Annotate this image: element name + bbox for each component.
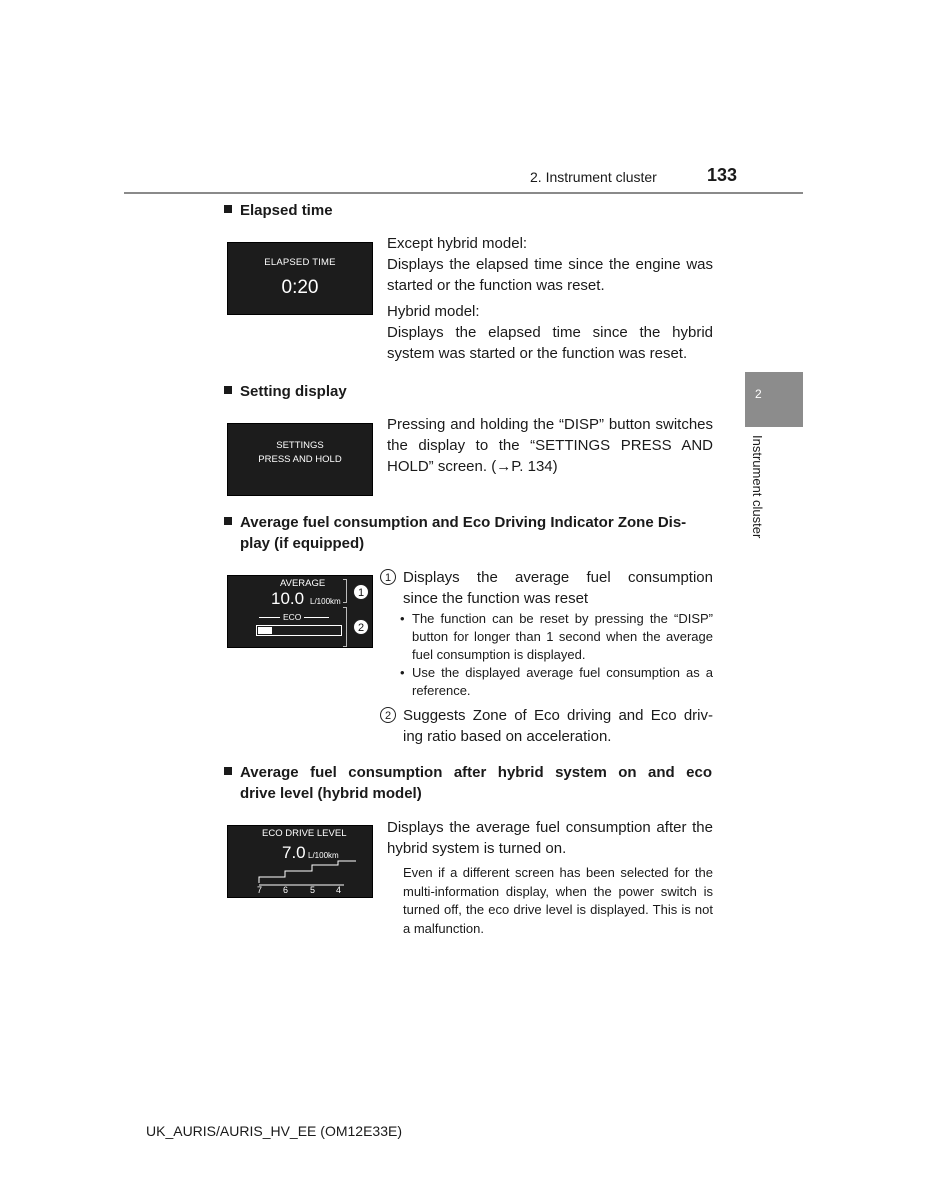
elapsed-time-screen-label: ELAPSED TIME bbox=[264, 257, 336, 268]
item-number-1: 1 bbox=[380, 569, 396, 585]
callout-number-1: 1 bbox=[353, 584, 369, 600]
item-number-2: 2 bbox=[380, 707, 396, 723]
eco-level-screen-label: ECO DRIVE LEVEL bbox=[262, 828, 347, 839]
page-number: 133 bbox=[707, 165, 738, 185]
settings-screen bbox=[227, 423, 373, 496]
eco-level-tick-6: 6 bbox=[283, 885, 289, 895]
square-bullet-icon bbox=[224, 767, 232, 775]
settings-screen-line2: PRESS AND HOLD bbox=[258, 454, 342, 465]
square-bullet-icon bbox=[224, 517, 232, 525]
callout-bracket-2 bbox=[343, 607, 347, 647]
callout-bracket-1 bbox=[343, 579, 347, 603]
average-item-2-line1: Suggests Zone of Eco driving and Eco driv- bbox=[403, 707, 713, 724]
running-header-section: 2. Instrument cluster bbox=[530, 169, 657, 185]
average-item-1 bbox=[379, 567, 713, 609]
elapsed-time-description bbox=[387, 233, 713, 364]
eco-drive-level-screen bbox=[227, 825, 373, 898]
section-heading-setting-text: Setting display bbox=[240, 383, 347, 400]
average-item-2 bbox=[379, 705, 713, 747]
settings-screen-line1: SETTINGS bbox=[276, 440, 324, 451]
section-heading-eco-level-line2: drive level (hybrid model) bbox=[240, 785, 422, 802]
average-item-1-line2: since the function was reset bbox=[403, 590, 589, 607]
average-screen-value: 10.0 bbox=[271, 589, 305, 608]
chapter-side-label bbox=[737, 435, 781, 555]
average-item-2-line2: ing ratio based on acceleration. bbox=[403, 728, 612, 745]
elapsed-hybrid-text: Displays the elapsed time since the hybrid system was started or the function was reset. bbox=[387, 324, 713, 362]
average-description bbox=[379, 567, 713, 747]
eco-ratio-bar-fill bbox=[258, 627, 272, 634]
average-screen-unit: L/100km bbox=[310, 597, 341, 606]
eco-level-tick-7: 7 bbox=[257, 885, 263, 895]
elapsed-except-hybrid-label: Except hybrid model: bbox=[387, 235, 528, 252]
eco-level-tick-4: 4 bbox=[336, 885, 342, 895]
chapter-tab-number: 2 bbox=[755, 387, 762, 401]
average-bullet-reference: • Use the displayed average fuel consumption as a reference. bbox=[399, 664, 713, 700]
eco-level-screen-unit: L/100km bbox=[308, 851, 339, 860]
section-heading-elapsed bbox=[224, 200, 333, 221]
eco-ratio-bar bbox=[256, 625, 342, 636]
footer-document-code: UK_AURIS/AURIS_HV_EE (OM12E33E) bbox=[146, 1123, 402, 1139]
section-heading-eco-level-line1: Average fuel consumption after hybrid system on and eco bbox=[240, 764, 712, 781]
average-bullet-reset: • The function can be reset by pressing the “DISP” button for longer than 1 second when the average fuel consumption is displayed. bbox=[399, 610, 713, 664]
eco-level-text: Displays the average fuel consumption after the hybrid system is turned on. bbox=[387, 819, 713, 857]
chapter-tab bbox=[745, 372, 803, 427]
header-divider bbox=[124, 192, 803, 194]
average-item-1-line1: Displays the average fuel consumption bbox=[403, 569, 713, 586]
setting-display-description bbox=[387, 414, 713, 477]
elapsed-time-screen bbox=[227, 242, 373, 315]
eco-screen-label: ECO bbox=[280, 612, 304, 622]
average-bullet-list bbox=[399, 610, 713, 700]
section-heading-setting bbox=[224, 381, 347, 402]
average-screen-label: AVERAGE bbox=[280, 578, 326, 589]
eco-level-description bbox=[387, 817, 713, 859]
section-heading-average-line1: Average fuel consumption and Eco Driving Indicator Zone Dis- bbox=[240, 514, 687, 531]
section-heading-average bbox=[224, 512, 714, 554]
section-heading-average-line2: play (if equipped) bbox=[240, 535, 365, 552]
section-heading-elapsed-text: Elapsed time bbox=[240, 202, 333, 219]
elapsed-hybrid-label: Hybrid model: bbox=[387, 303, 480, 320]
average-fuel-screen bbox=[227, 575, 373, 648]
section-heading-eco-level bbox=[224, 762, 714, 804]
eco-level-tick-5: 5 bbox=[310, 885, 316, 895]
square-bullet-icon bbox=[224, 205, 232, 213]
square-bullet-icon bbox=[224, 386, 232, 394]
eco-level-step-graph bbox=[228, 826, 374, 899]
elapsed-except-hybrid-text: Displays the elapsed time since the engine was started or the function was reset. bbox=[387, 256, 713, 294]
elapsed-time-screen-value: 0:20 bbox=[281, 277, 319, 298]
eco-level-screen-value: 7.0 bbox=[282, 843, 306, 862]
setting-display-text: Pressing and holding the “DISP” button switches the display to the “SETTINGS PRESS AND HOLD” screen. (→P. 134) bbox=[387, 416, 713, 475]
eco-level-note: Even if a different screen has been selected for the multi-information display, when the power switch is turned off, the eco drive level is displayed. This is not a malfunction. bbox=[403, 865, 713, 936]
callout-number-2: 2 bbox=[353, 619, 369, 635]
chapter-side-label-text: Instrument cluster bbox=[750, 435, 765, 539]
